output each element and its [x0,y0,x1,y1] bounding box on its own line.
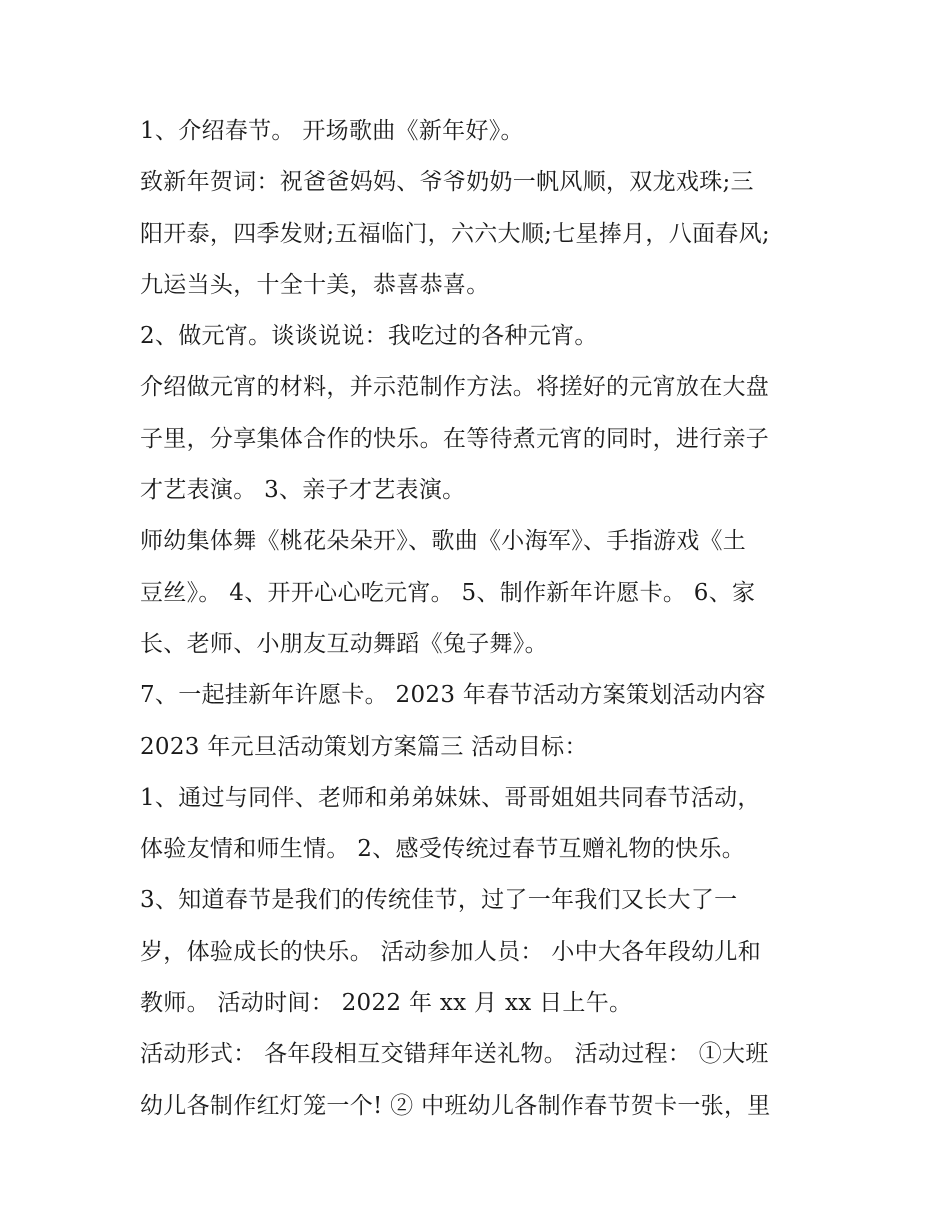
document-body [140,106,820,1132]
text-line-13: 2023 年元旦活动策划方案篇三 活动目标： [140,733,588,760]
text-line-19: 活动形式： 各年段相互交错拜年送礼物。 活动过程： ①大班 [140,1041,769,1068]
text-line-10: 豆丝》。 4、开开心心吃元宵。 5、制作新年许愿卡。 6、家 [140,579,756,606]
text-line-20: 幼儿各制作红灯笼一个! ② 中班幼儿各制作春节贺卡一张，里 [140,1092,771,1119]
text-line-12: 7、一起挂新年许愿卡。 2023 年春节活动方案策划活动内容 [140,682,766,709]
text-line-16: 3、知道春节是我们的传统佳节，过了一年我们又长大了一 [140,887,738,914]
text-line-1: 1、介绍春节。 开场歌曲《新年好》。 [140,118,524,144]
text-line-9: 师幼集体舞《桃花朵朵开》、歌曲《小海军》、手指游戏《土 [140,528,747,555]
text-line-8: 才艺表演。 3、亲子才艺表演。 [140,477,466,504]
text-line-6: 介绍做元宵的材料，并示范制作方法。将搓好的元宵放在大盘 [140,374,770,401]
text-line-5: 2、做元宵。谈谈说说：我吃过的各种元宵。 [140,323,598,350]
text-line-18: 教师。 活动时间： 2022 年 xx 月 xx 日上午。 [140,990,633,1017]
text-line-11: 长、老师、小朋友互动舞蹈《兔子舞》。 [140,630,548,657]
text-line-3: 阳开泰，四季发财;五福临门，六六大顺;七星捧月，八面春风; [140,220,770,247]
text-line-2: 致新年贺词：祝爸爸妈妈、爷爷奶奶一帆风顺，双龙戏珠;三 [140,169,754,196]
text-line-14: 1、通过与同伴、老师和弟弟妹妹、哥哥姐姐共同春节活动， [140,784,761,811]
text-line-15: 体验友情和师生情。 2、感受传统过春节互赠礼物的快乐。 [140,836,746,863]
text-line-4: 九运当头，十全十美，恭喜恭喜。 [140,271,490,298]
text-line-17: 岁，体验成长的快乐。 活动参加人员： 小中大各年段幼儿和 [140,938,762,965]
text-line-7: 子里，分享集体合作的快乐。在等待煮元宵的同时，进行亲子 [140,425,770,452]
